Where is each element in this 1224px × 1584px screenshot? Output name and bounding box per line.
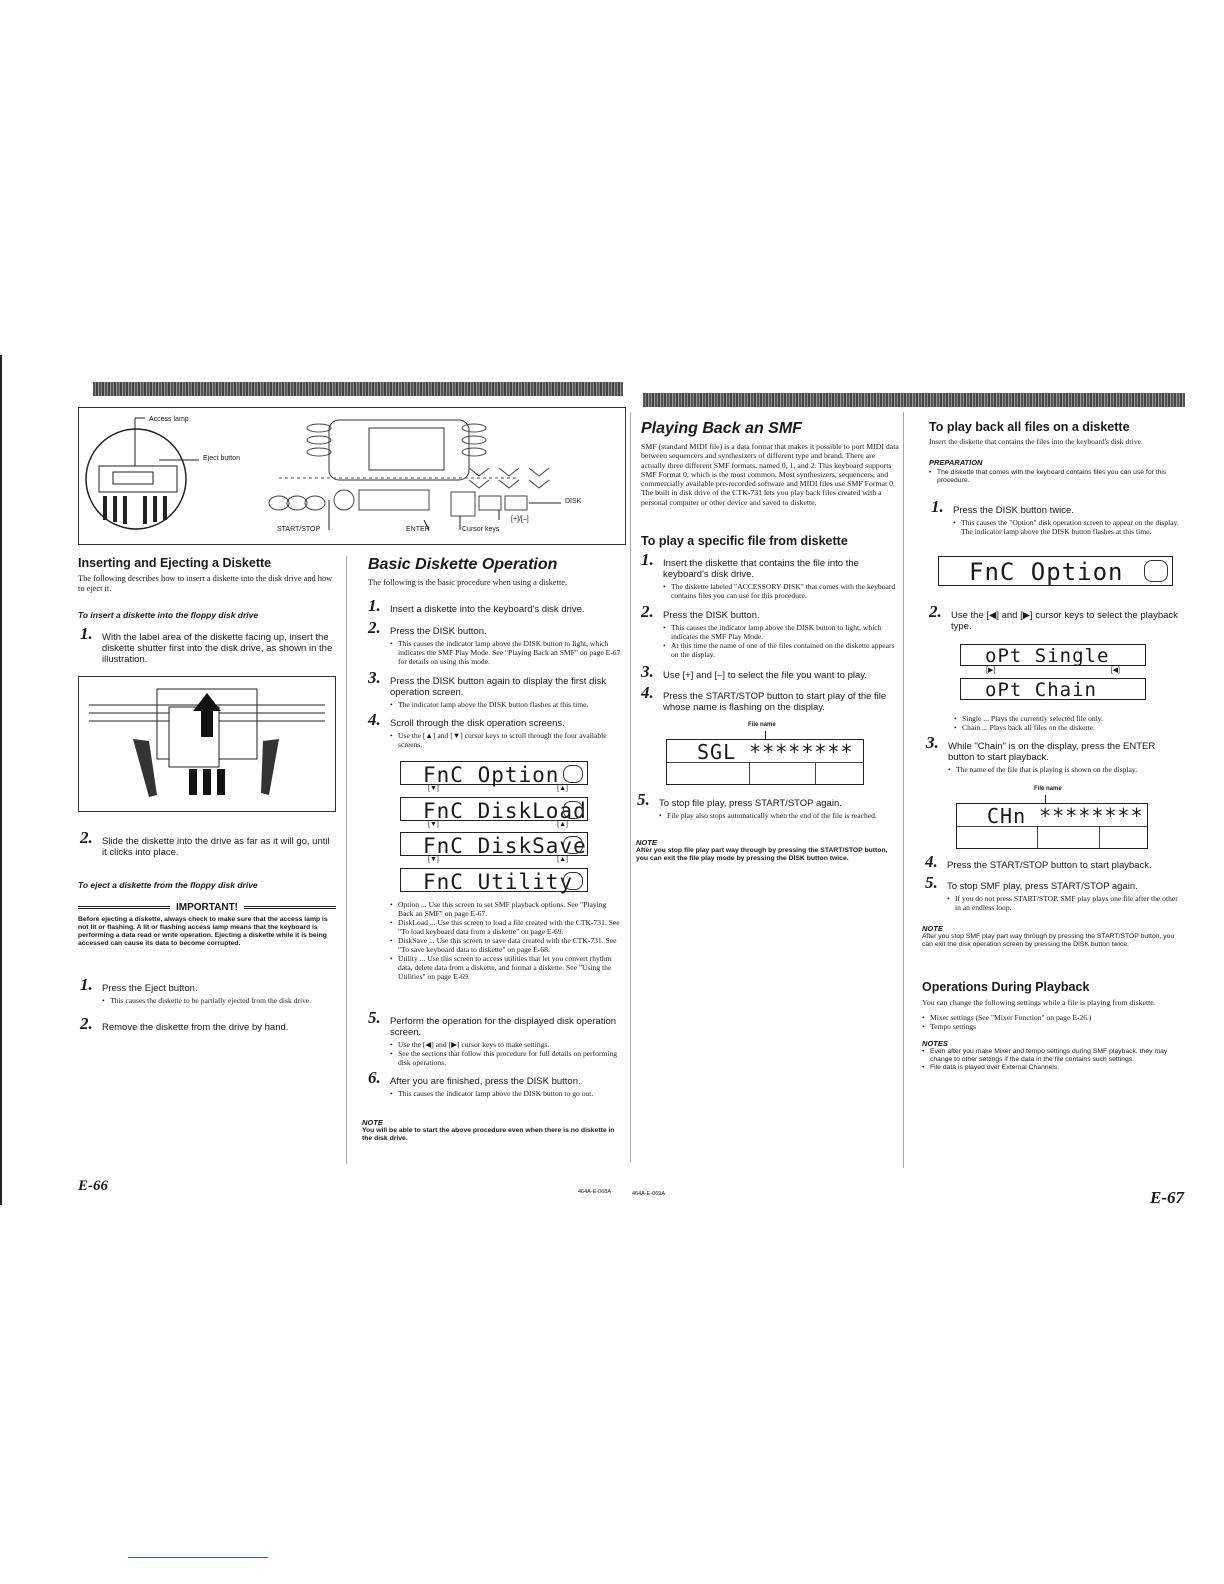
down-key-label: [▼] xyxy=(428,856,439,863)
step-number: 1. xyxy=(641,550,654,569)
list-item: • DiskSave ... Use this screen to save data created with the CTK-731. See "To save keyboard data to diskette" on page E-68. xyxy=(390,936,620,954)
all-step-4 xyxy=(925,852,1183,871)
cursor-keys-icon xyxy=(563,872,583,890)
step-number: 1. xyxy=(368,596,381,615)
keyboard-diagram xyxy=(78,407,626,545)
smf-step-3 xyxy=(641,662,899,681)
step-text: Insert the diskette that contains the file into the keyboard's disk drive. xyxy=(663,558,859,580)
step-text: Scroll through the disk operation screens. xyxy=(390,718,565,729)
eject-step-2 xyxy=(80,1014,336,1033)
basic-step-5 xyxy=(368,1008,624,1067)
basic-op-intro: The following is the basic procedure when using a diskette. xyxy=(368,578,568,587)
step-text: Press the START/STOP button to start play of the file whose name is flashing on the display. xyxy=(663,691,887,713)
list-item: • Single ... Plays the currently selected file only. xyxy=(954,714,1184,723)
smf-step-1 xyxy=(641,550,899,600)
list-item: • Mixer settings (See "Mixer Function" on page E-26.) xyxy=(922,1013,1184,1022)
lcd-text: SGL ******** xyxy=(697,740,854,764)
basic-step-3 xyxy=(368,668,624,709)
note-text: After you stop SMF play part way through by pressing the START/STOP button, you can exit the disk operation screen by pressing the DISK button twice. xyxy=(922,933,1175,948)
step-bullet: • This causes the diskette to be partially ejected from the disk drive. xyxy=(102,996,336,1005)
step-bullet: • If you do not press START/STOP, SMF play plays one file after the other in an endless loop. xyxy=(947,894,1183,912)
lcd-option-2 xyxy=(938,556,1173,586)
lcd-cell-divider xyxy=(749,762,750,784)
step-bullet: • Use the [▲] and [▼] cursor keys to scroll through the four available screens. xyxy=(390,731,624,749)
note-text: You will be able to start the above procedure even when there is no diskette in the disk drive. xyxy=(362,1127,615,1142)
step-number: 6. xyxy=(368,1068,381,1087)
step-text: Press the DISK button again to display the first disk operation screen. xyxy=(390,676,606,698)
step-number: 5. xyxy=(637,790,650,809)
step-text: Perform the operation for the displayed disk operation screen. xyxy=(390,1016,617,1038)
lcd-cell-divider xyxy=(1099,826,1100,848)
lcd-divider xyxy=(957,826,1147,827)
lcd-option xyxy=(400,761,588,785)
lcd-disksave xyxy=(400,832,588,856)
insert-eject-heading: Inserting and Ejecting a Diskette xyxy=(78,556,272,570)
col4 xyxy=(929,420,1185,447)
lcd-text: FnC DiskLoad xyxy=(423,799,587,823)
all-step-5 xyxy=(925,873,1183,912)
lcd-chain xyxy=(960,678,1146,700)
col3 xyxy=(641,420,899,507)
step-number: 3. xyxy=(641,662,654,681)
playback-type-list xyxy=(954,714,1184,732)
col1 xyxy=(78,556,336,594)
lcd-text: FnC Option xyxy=(969,558,1124,586)
lcd-utility xyxy=(400,868,588,892)
insert-eject-intro: The following describes how to insert a diskette into the disk drive and how to eject it. xyxy=(78,574,333,593)
insert-subheading: To insert a diskette into the floppy disk drive xyxy=(78,610,259,620)
step-bullet: • The diskette labeled "ACCESSORY DISK" that comes with the keyboard contains files you can use for this procedure. xyxy=(663,582,899,600)
file-name-label: File name xyxy=(748,722,776,728)
step-text: Use the [◀] and [▶] cursor keys to select the playback type. xyxy=(951,610,1178,632)
note-heading: NOTE xyxy=(362,1118,383,1127)
step-number: 5. xyxy=(368,1008,381,1027)
lcd-text: oPt Chain xyxy=(985,679,1097,701)
list-item: • Option ... Use this screen to set SMF playback options. See "Playing Back an SMF" on page E-67. xyxy=(390,900,620,918)
lcd-file-display xyxy=(666,739,864,785)
step-bullet: • See the sections that follow this procedure for full details on performing disk operations. xyxy=(390,1049,624,1067)
col2 xyxy=(368,556,624,588)
step-bullet: • File play also stops automatically when the end of the file is reached. xyxy=(659,811,899,820)
keyboard-illustration xyxy=(79,408,625,544)
smf-step-5 xyxy=(637,790,899,820)
insert-step-1 xyxy=(80,624,336,665)
smf-note xyxy=(636,838,898,863)
step-text: After you are finished, press the DISK button. xyxy=(390,1076,581,1087)
step-text: To stop file play, press START/STOP again. xyxy=(659,798,842,809)
bottom-rule xyxy=(128,1557,268,1558)
lcd-text: FnC Utility xyxy=(423,870,574,894)
up-key-label: [▲] xyxy=(557,821,568,828)
step-text: To stop SMF play, press START/STOP again. xyxy=(947,881,1138,892)
operations-intro: You can change the following settings while a file is playing from diskette. xyxy=(922,998,1156,1007)
eject-step-1 xyxy=(80,975,336,1005)
lcd-divider xyxy=(667,762,863,763)
step-number: 2. xyxy=(80,1014,93,1033)
cursor-keys-icon xyxy=(563,801,583,819)
list-item: • Chain ... Plays back all files on the diskette. xyxy=(954,723,1184,732)
left-header-bar xyxy=(93,382,623,396)
cursor-keys-icon xyxy=(563,765,583,783)
step-number: 5. xyxy=(925,873,938,892)
column-divider xyxy=(903,412,904,1168)
operations-heading: Operations During Playback xyxy=(922,980,1090,994)
all-files-heading: To play back all files on a diskette xyxy=(929,420,1130,434)
all-step-2 xyxy=(929,602,1183,632)
disk-label: DISK xyxy=(565,498,582,505)
step-bullet: • The indicator lamp above the DISK button flashes at this time. xyxy=(390,700,624,709)
right-header-bar xyxy=(643,393,1185,407)
code-left: 464A-E-068A xyxy=(578,1189,612,1195)
scroll-arrows xyxy=(428,821,568,828)
step-text: Press the Eject button. xyxy=(102,983,198,994)
step-number: 1. xyxy=(80,975,93,994)
step-bullet: • This causes the indicator lamp above the DISK button to light, which indicates the SMF Play Mode. See "Playing Back an SMF" on page E-67 for details on using this mode. xyxy=(390,639,624,666)
lcd-text: FnC DiskSave xyxy=(423,834,587,858)
lcd-chain-file xyxy=(956,803,1148,849)
lcd-text: oPt Single xyxy=(985,645,1110,667)
lcd-text: CHn ******** xyxy=(987,804,1144,828)
file-name-label-2: File name xyxy=(1034,786,1062,792)
access-lamp-label: Access lamp xyxy=(149,416,189,423)
basic-step-6 xyxy=(368,1068,624,1098)
preparation-heading: PREPARATION xyxy=(929,458,983,467)
step-text: While "Chain" is on the display, press the ENTER button to start playback. xyxy=(948,741,1156,763)
step-text: Slide the diskette into the drive as far as it will go, until it clicks into place. xyxy=(102,836,330,858)
step-number: 1. xyxy=(931,497,944,516)
operations-playback xyxy=(922,980,1184,1072)
diskette-illustration xyxy=(79,677,335,811)
step-text: Press the DISK button. xyxy=(390,626,487,637)
down-key-label: [▼] xyxy=(428,785,439,792)
basic-step-2 xyxy=(368,618,624,666)
important-box xyxy=(78,902,336,948)
step-number: 2. xyxy=(929,602,942,621)
step-number: 4. xyxy=(925,852,938,871)
step-bullet: • This causes the indicator lamp above the DISK button to light, which indicates the SMF Play Mode. xyxy=(663,623,899,641)
scroll-arrows xyxy=(428,856,568,863)
step-text: Remove the diskette from the drive by hand. xyxy=(102,1022,289,1033)
diskette-insert-illustration xyxy=(78,676,336,812)
important-text: Before ejecting a diskette, always check to make sure that the access lamp is not lit or flashing. A lit or flashing access lamp means that the keyboard is performing a data read or write operation. Ejecting a diskette while it is being accessed can cause its data to become corrupted. xyxy=(78,916,328,947)
step-text: With the label area of the diskette facing up, insert the diskette shutter first into the disk drive, as shown in the illustration. xyxy=(102,632,333,665)
code-right: 464A-E-069A xyxy=(632,1191,666,1197)
basic-op-heading: Basic Diskette Operation xyxy=(368,556,558,573)
smf-step-4 xyxy=(641,683,899,713)
plus-minus-label: [+]/[–] xyxy=(511,516,529,523)
playing-back-heading: Playing Back an SMF xyxy=(641,420,802,437)
lcd-single xyxy=(960,644,1146,666)
step-text: Insert a diskette into the keyboard's disk drive. xyxy=(390,604,585,615)
notes-item: • Even after you make Mixer and tempo settings during SMF playback, they may change to other settings if the data in the file contains such settings. xyxy=(922,1048,1184,1064)
basic-step-4 xyxy=(368,710,624,749)
step-number: 3. xyxy=(926,733,939,752)
notes-item: • File data is played over External Channels. xyxy=(922,1064,1184,1072)
smf-step-2 xyxy=(641,602,899,659)
list-item: • DiskLoad ... Use this screen to load a file created with the CTK-731. See "To load keyboard data from a diskette" on page E-69. xyxy=(390,918,620,936)
down-key-label: [▼] xyxy=(428,821,439,828)
step-number: 2. xyxy=(368,618,381,637)
step-bullet: • This causes the "Option" disk operation screen to appear on the display. The indicator lamp above the DISK button flashes at this time. xyxy=(953,518,1183,536)
note-heading: NOTE xyxy=(922,924,943,933)
cursor-keys-label: Cursor keys xyxy=(462,526,500,533)
column-divider xyxy=(630,412,631,1162)
screen-list xyxy=(390,900,620,981)
page-number-right: E-67 xyxy=(1150,1188,1184,1207)
column-divider xyxy=(346,556,347,1164)
step-number: 1. xyxy=(80,624,93,643)
page-number-left: E-66 xyxy=(78,1178,108,1194)
step-text: Press the START/STOP button to start playback. xyxy=(947,860,1152,871)
note-text: After you stop file play part way through by pressing the START/STOP button, you can exit the file play mode by pressing the DISK button twice. xyxy=(636,847,888,862)
step-text: Press the DISK button twice. xyxy=(953,505,1074,516)
step-number: 3. xyxy=(368,668,381,687)
all-files-note xyxy=(922,924,1184,949)
step-number: 2. xyxy=(641,602,654,621)
step-bullet: • At this time the name of one of the files contained on the diskette appears on the display. xyxy=(663,641,899,659)
step-bullet: • The name of the file that is playing is shown on the display. xyxy=(948,765,1184,774)
all-files-intro: Insert the diskette that contains the files into the keyboard's disk drive. xyxy=(929,437,1143,446)
lcd-cell-divider xyxy=(815,762,816,784)
left-key-label: [◀] xyxy=(1110,667,1120,674)
basic-step-1 xyxy=(368,596,624,615)
lcd-cell-divider xyxy=(1037,826,1038,848)
step-text: Use [+] and [–] to select the file you want to play. xyxy=(663,670,867,681)
select-arrows xyxy=(986,666,1120,674)
cursor-keys-icon xyxy=(563,836,583,854)
all-step-3 xyxy=(926,733,1184,774)
preparation xyxy=(929,458,1183,485)
eject-subheading: To eject a diskette from the floppy disk drive xyxy=(78,880,258,890)
right-key-label: [▶] xyxy=(986,667,996,674)
lcd-text: FnC Option xyxy=(423,763,560,787)
step-number: 4. xyxy=(641,683,654,702)
step-number: 4. xyxy=(368,710,381,729)
preparation-text: • The diskette that comes with the keyboard contains files you can use for this procedure. xyxy=(929,469,1183,485)
basic-note xyxy=(362,1118,622,1143)
step-bullet: • Use the [◀] and [▶] cursor keys to make settings. xyxy=(390,1040,624,1049)
note-heading: NOTE xyxy=(636,838,657,847)
enter-label: ENTER xyxy=(406,526,430,533)
notes-heading: NOTES xyxy=(922,1039,948,1048)
up-key-label: [▲] xyxy=(557,856,568,863)
cursor-keys-icon xyxy=(1144,560,1168,582)
up-key-label: [▲] xyxy=(557,785,568,792)
all-step-1 xyxy=(931,497,1183,536)
list-item: • Utility ... Use this screen to access utilities that let you convert rhythm data, delete data from a diskette, and format a diskette. See "Using the Utilities" on page E-69. xyxy=(390,954,620,981)
playing-back-intro: SMF (standard MIDI file) is a data format that makes it possible to port MIDI data between sequencers and synthesizers of different type and brand. There are actually three different SMF formats, named 0, 1, and 2. This keyboard supports SMF Format 0, which is the most common. Most synthesizers, sequencers, and commercially available pre-recorded software and MIDI files use SMF Format 0. The built in disk drive of the CTK-731 lets you play back files created with a personal computer or other device and saved to diskette. xyxy=(641,442,899,507)
scroll-arrows xyxy=(428,785,568,792)
start-stop-label: START/STOP xyxy=(277,526,321,533)
eject-button-label: Eject button xyxy=(203,455,240,462)
list-item: • Tempo settings xyxy=(922,1022,1184,1031)
step-number: 2. xyxy=(80,828,93,847)
lcd-diskload xyxy=(400,797,588,821)
specific-file-heading: To play a specific file from diskette xyxy=(641,534,848,548)
important-label: IMPORTANT! xyxy=(175,902,239,913)
step-text: Press the DISK button. xyxy=(663,610,760,621)
insert-step-2 xyxy=(80,828,336,858)
step-bullet: • This causes the indicator lamp above the DISK button to go out. xyxy=(390,1089,624,1098)
